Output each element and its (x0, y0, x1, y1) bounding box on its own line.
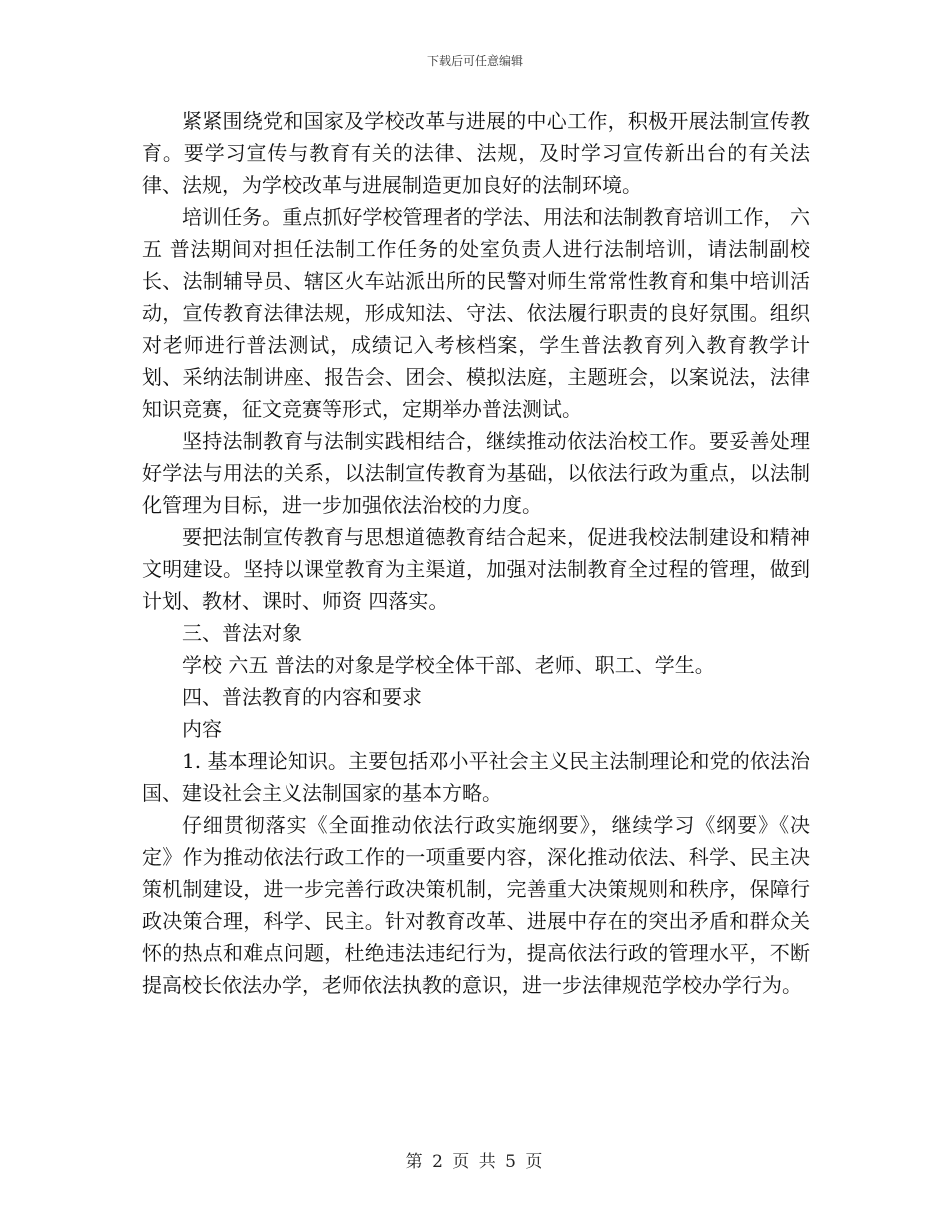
paragraph: 要把法制宣传教育与思想道德教育结合起来，促进我校法制建设和精神文明建设。坚持以课堂教育为主渠道，加强对法制教育全过程的管理，做到 计划、教材、课时、师资 四落实。 (142, 525, 810, 613)
paragraph: 坚持法制教育与法制实践相结合，继续推动依法治校工作。要妥善处理好学法与用法的关系，以法制宣传教育为基础，以依法行政为重点，以法制化管理为目标，进一步加强依法治校的力度。 (142, 429, 810, 517)
page-header: 下载后可任意编辑 (426, 54, 523, 68)
paragraph: 紧紧围绕党和国家及学校改革与进展的中心工作，积极开展法制宣传教育。要学习宣传与教育有关的法律、法规，及时学习宣传新出台的有关法律、法规，为学校改革与进展制造更加良好的法制环境。 (142, 109, 810, 197)
paragraph: 1. 基本理论知识。主要包括邓小平社会主义民主法制理论和党的依法治国、建设社会主义法制国家的基本方略。 (142, 749, 810, 805)
paragraph: 仔细贯彻落实《全面推动依法行政实施纲要》，继续学习《纲要》《决定》作为推动依法行政工作的一项重要内容，深化推动依法、科学、民主决策机制建设，进一步完善行政决策机制，完善重大决策规则和秩序，保障行政决策合理，科学、民主。针对教育改革、进展中存在的突出矛盾和群众关怀的热点和难点问题，杜绝违法违纪行为，提高依法行政的管理水平，不断提高校长依法办学，老师依法执教的意识，进一步法律规范学校办学行为。 (142, 813, 810, 997)
paragraph: 培训任务。重点抓好学校管理者的学法、用法和法制教育培训工作， 六五 普法期间对担任法制工作任务的处室负责人进行法制培训，请法制副校长、法制辅导员、辖区火车站派出所的民警对师生常常性教育和集中培训活动，宣传教育法律法规，形成知法、守法、依法履行职责的良好氛围。组织对老师进行普法测试，成绩记入考核档案，学生普法教育列入教育教学计划、采纳法制讲座、报告会、团会、模拟法庭，主题班会，以案说法，法律知识竞赛，征文竞赛等形式，定期举办普法测试。 (142, 205, 810, 421)
section-heading: 四、普法教育的内容和要求 (182, 685, 422, 709)
document-body (142, 105, 810, 1001)
page-number-footer: 第 2 页 共 5 页 (405, 1152, 545, 1172)
subsection-heading: 内容 (182, 717, 222, 741)
section-heading: 三、普法对象 (182, 621, 302, 645)
paragraph: 学校 六五 普法的对象是学校全体干部、老师、职工、学生。 (182, 653, 715, 677)
